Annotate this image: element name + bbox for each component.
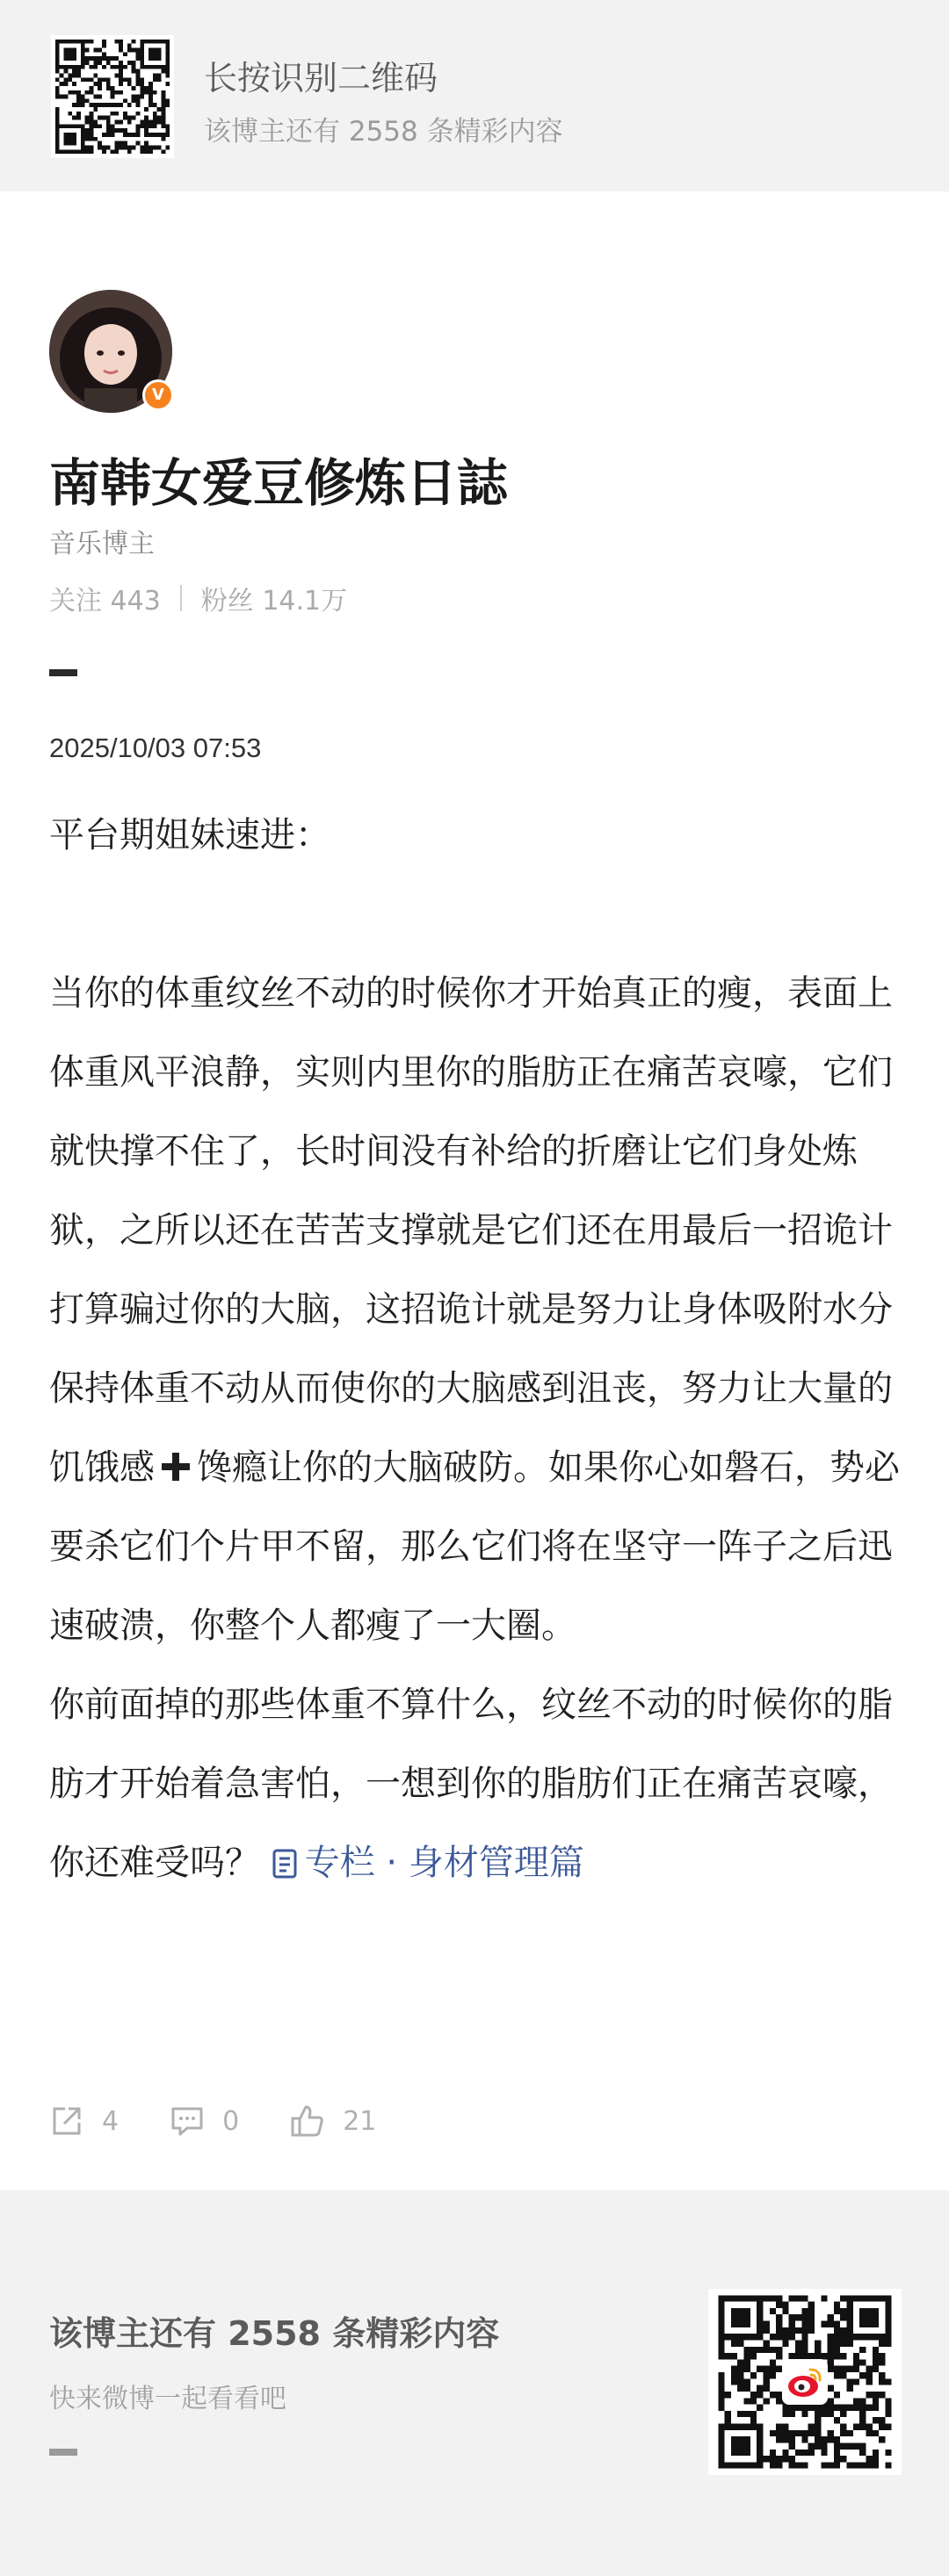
followers-count[interactable]: 粉丝 14.1万 — [200, 586, 348, 617]
repost-icon — [49, 2103, 84, 2139]
weibo-logo-icon — [782, 2359, 828, 2405]
user-stats — [49, 579, 347, 617]
bottom-banner-subtitle: 快来微博一起看看吧 — [49, 2384, 286, 2414]
post-paragraph: 当你的体重纹丝不动的时候你才开始真正的瘦，表面上体重风平浪静，实则内里你的脂肪正在痛苦哀嚎，它们就快撑不住了，长时间没有补给的折磨让它们身处炼狱，之所以还在苦苦支撑就是它们还在用最后一招诡计打算骗过你的大脑，这招诡计就是努力让身体吸附水分保持体重不动从而使你的大脑感到沮丧，努力让大量的饥饿感 馋瘾让你的大脑破防。如果你心如磐石，势必要杀它们个片甲不留，那么它们将在坚守一阵子之后迅速破溃，你整个人都瘦了一大圈。 — [49, 973, 900, 1646]
comment-button[interactable] — [170, 2103, 239, 2139]
comment-icon — [170, 2103, 205, 2139]
blank-line — [49, 875, 900, 954]
post-timestamp: 2025/10/03 07:53 — [49, 732, 262, 763]
repost-count: 4 — [102, 2105, 120, 2137]
repost-button[interactable] — [49, 2103, 119, 2139]
following-count[interactable]: 关注 443 — [49, 586, 161, 617]
post-body — [49, 796, 900, 1902]
user-nickname[interactable]: 南韩女爱豆修炼日誌 — [49, 453, 509, 513]
top-qr-banner — [0, 0, 949, 191]
document-icon — [272, 1848, 298, 1880]
qr-banner-subtitle: 该博主还有 2558 条精彩内容 — [204, 116, 563, 148]
action-bar — [49, 2099, 427, 2143]
bottom-qr-code[interactable] — [708, 2289, 902, 2475]
user-role: 音乐博主 — [49, 529, 155, 559]
bottom-banner-title: 该博主还有 2558 条精彩内容 — [49, 2314, 500, 2353]
topic-link[interactable]: 专栏 · 身材管理篇 — [272, 1843, 584, 1883]
section-divider — [49, 669, 77, 676]
comment-count: 0 — [222, 2105, 240, 2137]
qr-banner-title: 长按识别二维码 — [204, 59, 438, 97]
top-qr-code[interactable] — [51, 35, 174, 158]
bottom-divider — [49, 2449, 77, 2456]
heavy-plus-sign-icon — [158, 1449, 193, 1484]
like-count: 21 — [343, 2105, 377, 2137]
avatar[interactable] — [49, 290, 172, 413]
post-paragraph: 你前面掉的那些体重不算什么，纹丝不动的时候你的脂肪才开始着急害怕，一想到你的脂肪们正在痛苦哀嚎，你还难受吗？ 专栏 · 身材管理篇 — [49, 1685, 893, 1883]
post-paragraph: 平台期姐妹速进： — [49, 815, 330, 855]
verified-badge-icon: V — [142, 379, 174, 411]
bottom-promo-banner — [0, 2190, 949, 2576]
like-button[interactable] — [290, 2103, 376, 2139]
thumbs-up-icon — [290, 2103, 325, 2139]
stats-divider — [180, 585, 182, 611]
